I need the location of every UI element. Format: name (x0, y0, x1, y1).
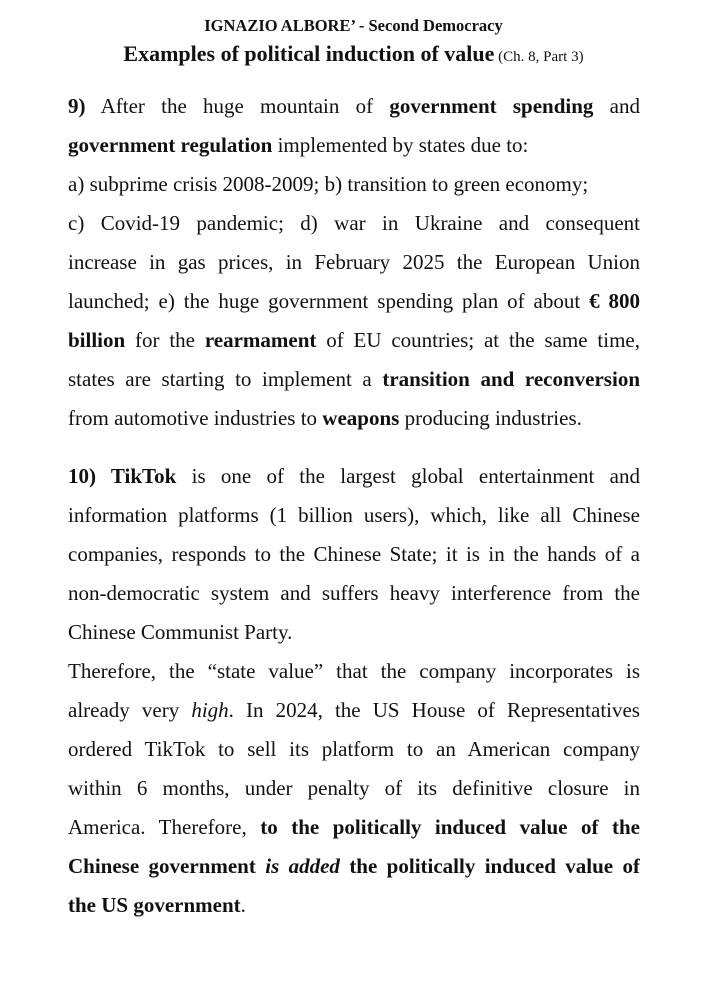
text-line (68, 886, 640, 925)
text-run: from automotive industries to (68, 406, 323, 430)
text-run: a) subprime crisis 2008-2009; b) transition to green economy; (68, 172, 589, 196)
text-run: increase in gas prices, in February 2025 the European Union (68, 250, 640, 274)
bold-text: 10) TikTok (68, 464, 177, 488)
bold-text: Chinese government (68, 854, 266, 878)
chapter-reference: (Ch. 8, Part 3) (494, 49, 584, 65)
text-line (68, 87, 640, 126)
text-run: ordered TikTok to sell its platform to an American company (68, 737, 640, 761)
bold-text: is added (265, 854, 340, 878)
text-run: implemented by states due to: (272, 133, 529, 157)
text-run: producing industries. (399, 406, 582, 430)
text-run: America. Therefore, (68, 815, 261, 839)
italic-text: high (191, 698, 229, 722)
text-run: for the (125, 328, 205, 352)
text-line (68, 691, 640, 730)
bold-text: 9) (68, 94, 86, 118)
text-run: companies, responds to the Chinese State; it is in the hands of a (68, 542, 640, 566)
bold-text: the US government (68, 893, 241, 917)
bold-text: rearmament (204, 328, 317, 352)
text-line (68, 321, 640, 360)
text-run: of EU countries; at the same time, (316, 328, 640, 352)
text-line (68, 457, 640, 496)
text-run: within 6 months, under penalty of its definitive closure in (68, 776, 640, 800)
bold-text: € 800 (589, 289, 640, 313)
bold-text: transition and reconversion (382, 367, 640, 391)
bold-text: to the politically induced value of the (260, 815, 640, 839)
text-run: information platforms (1 billion users), which, like all Chinese (68, 503, 640, 527)
text-run: . In 2024, the US House of Representatives (228, 698, 640, 722)
paragraph-10 (68, 457, 640, 925)
text-run: After the huge mountain of (85, 94, 390, 118)
text-run: states are starting to implement a (68, 367, 383, 391)
text-line (68, 613, 640, 652)
text-run: and (593, 94, 640, 118)
text-line (68, 769, 640, 808)
paragraph-9 (68, 87, 640, 438)
text-line (68, 360, 640, 399)
text-line (68, 808, 640, 847)
text-line (68, 730, 640, 769)
bold-text: government spending (389, 94, 594, 118)
text-line (68, 399, 640, 438)
text-line (68, 535, 640, 574)
text-line (68, 126, 640, 165)
text-run: is one of the largest global entertainment and (176, 464, 640, 488)
author-series-line: IGNAZIO ALBORE’ - Second Democracy (204, 16, 503, 35)
page-title (0, 41, 707, 67)
bold-text: government regulation (68, 133, 273, 157)
text-line (68, 847, 640, 886)
text-run: . (240, 893, 246, 917)
text-line (68, 243, 640, 282)
text-run: c) Covid-19 pandemic; d) war in Ukraine and consequent (68, 211, 640, 235)
text-run: Chinese Communist Party. (68, 620, 293, 644)
text-line (68, 652, 640, 691)
text-line (68, 496, 640, 535)
bold-text: weapons (322, 406, 400, 430)
text-run: launched; e) the huge government spending plan of about (68, 289, 590, 313)
text-run: non-democratic system and suffers heavy interference from the (68, 581, 640, 605)
bold-text: the politically induced value of (339, 854, 640, 878)
text-line (68, 574, 640, 613)
text-run: already very (68, 698, 192, 722)
text-line (68, 282, 640, 321)
text-line (68, 165, 640, 204)
title-text: Examples of political induction of value (123, 41, 495, 66)
text-line (68, 204, 640, 243)
bold-text: billion (68, 328, 126, 352)
text-run: Therefore, the “state value” that the company incorporates is (68, 659, 640, 683)
